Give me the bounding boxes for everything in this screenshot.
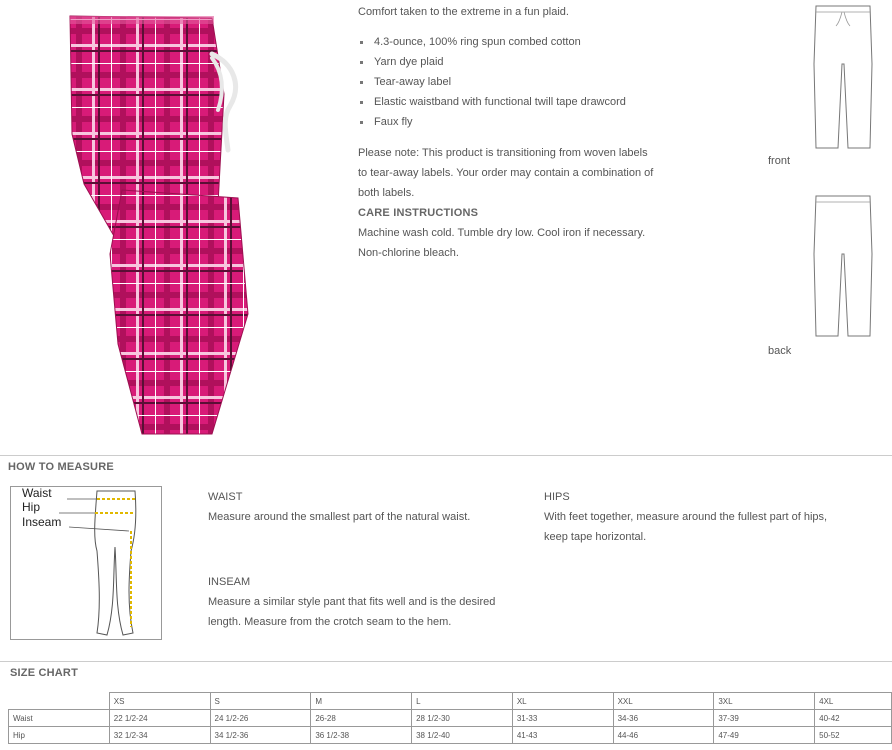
- diagram-label-hip: Hip: [22, 500, 41, 514]
- how-to-measure-heading: HOW TO MEASURE: [8, 461, 114, 473]
- product-tagline: Comfort taken to the extreme in a fun plaid.: [358, 6, 569, 18]
- hips-title: HIPS: [544, 491, 570, 503]
- waist-text: Measure around the smallest part of the natural waist.: [208, 511, 471, 523]
- list-item: Yarn dye plaid: [358, 52, 626, 72]
- diagram-label-inseam: Inseam: [22, 515, 62, 529]
- divider: [0, 455, 892, 456]
- front-view-drawing: [812, 4, 874, 152]
- waist-title: WAIST: [208, 491, 243, 503]
- product-image: [62, 14, 254, 442]
- list-item: 4.3-ounce, 100% ring spun combed cotton: [358, 32, 626, 52]
- inseam-title: INSEAM: [208, 576, 251, 588]
- size-chart-table: [8, 692, 892, 744]
- product-note: Please note: This product is transitioning from woven labels to tear-away labels. Your order may contain a combination of both labels.: [358, 147, 654, 199]
- divider: [0, 661, 892, 662]
- table-row: Hip 32 1/2-34 34 1/2-36 36 1/2-38 38 1/2-40 41-43 44-46 47-49 50-52: [9, 727, 892, 744]
- measure-diagram: [10, 486, 162, 640]
- care-instructions: Machine wash cold. Tumble dry low. Cool iron if necessary. Non-chlorine bleach.: [358, 227, 646, 259]
- care-heading: CARE INSTRUCTIONS: [358, 207, 479, 219]
- list-item: Faux fly: [358, 112, 626, 132]
- table-row: Waist 22 1/2-24 24 1/2-26 26-28 28 1/2-30 31-33 34-36 37-39 40-42: [9, 710, 892, 727]
- front-label: front: [768, 155, 791, 167]
- back-view-drawing: [812, 194, 874, 340]
- inseam-text: Measure a similar style pant that fits well and is the desired length. Measure from the crotch seam to the hem.: [208, 596, 496, 628]
- hips-text: With feet together, measure around the fullest part of hips, keep tape horizontal.: [544, 511, 828, 543]
- back-label: back: [768, 345, 792, 357]
- diagram-label-waist: Waist: [22, 486, 52, 500]
- table-row: XS S M L XL XXL 3XL 4XL: [9, 693, 892, 710]
- feature-list: [358, 32, 626, 132]
- list-item: Tear-away label: [358, 72, 626, 92]
- list-item: Elastic waistband with functional twill tape drawcord: [358, 92, 626, 112]
- size-chart-heading: SIZE CHART: [10, 667, 78, 679]
